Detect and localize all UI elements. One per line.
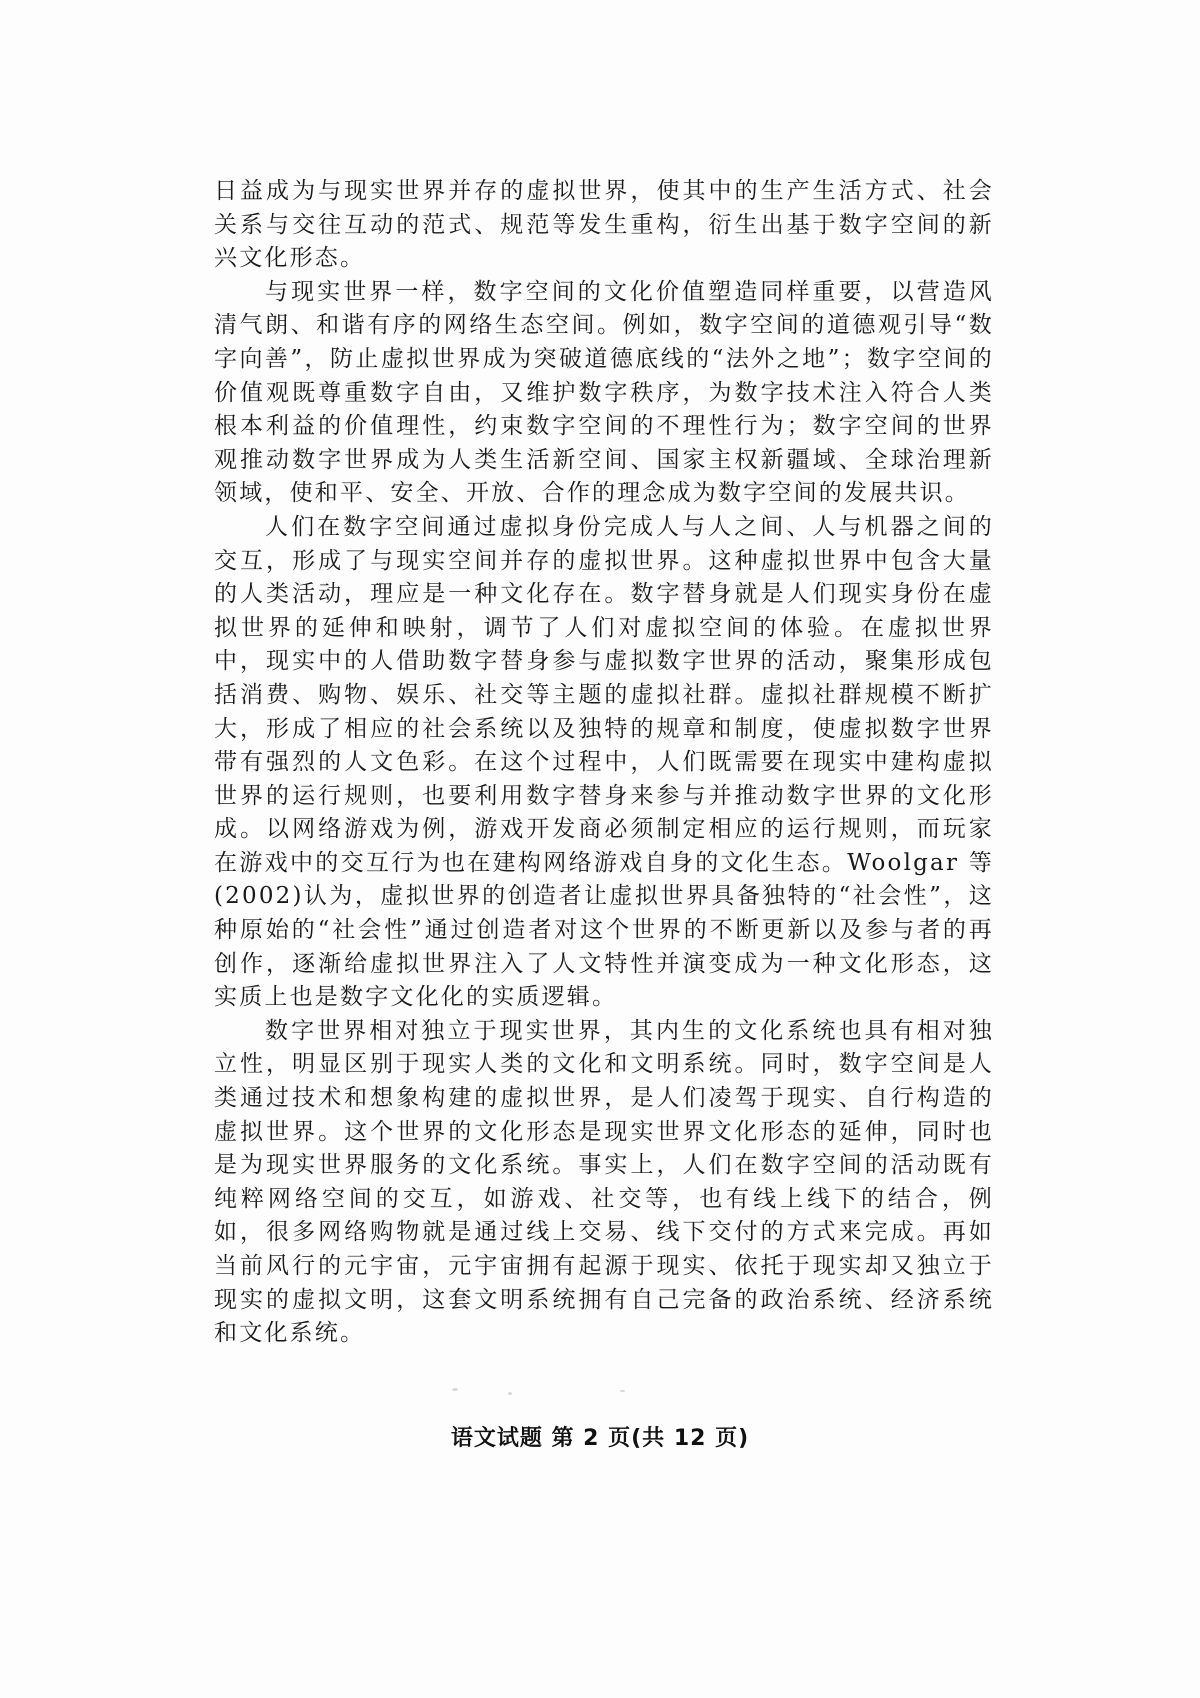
paragraph-continuation: 日益成为与现实世界并存的虚拟世界，使其中的生产生活方式、社会关系与交往互动的范式、规范等发生重构，衍生出基于数字空间的新兴文化形态。 bbox=[214, 178, 994, 272]
scan-speck bbox=[620, 1390, 625, 1392]
paragraph-cultural-value: 与现实世界一样，数字空间的文化价值塑造同样重要，以营造风清气朗、和谐有序的网络生态空间。例如，数字空间的道德观引导“数字向善”，防止虚拟世界成为突破道德底线的“法外之地”；数字空间的价值观既尊重数字自由，又维护数字秩序，为数字技术注入符合人类根本利益的价值理性，约束数字空间的不理性行为；数字空间的世界观推动数字世界成为人类生活新空间、国家主权新疆域、全球治理新领域，使和平、安全、开放、合作的理念成为数字空间的发展共识。 bbox=[214, 278, 994, 507]
scan-speck bbox=[452, 1388, 458, 1391]
page-footer: 语文试题 第 2 页(共 12 页) bbox=[450, 1426, 750, 1451]
article-body bbox=[214, 175, 994, 1351]
paragraph-digital-world: 数字世界相对独立于现实世界，其内生的文化系统也具有相对独立性，明显区别于现实人类的文化和文明系统。同时，数字空间是人类通过技术和想象构建的虚拟世界，是人们凌驾于现实、自行构造的虚拟世界。这个世界的文化形态是现实世界文化形态的延伸，同时也是为现实世界服务的文化系统。事实上，人们在数字空间的活动既有纯粹网络空间的交互，如游戏、社交等，也有线上线下的结合，例如，很多网络购物就是通过线上交易、线下交付的方式来完成。再如当前风行的元宇宙，元宇宙拥有起源于现实、依托于现实却又独立于现实的虚拟文明，这套文明系统拥有自己完备的政治系统、经济系统和文化系统。 bbox=[214, 1017, 994, 1347]
paragraph-virtual-identity: 人们在数字空间通过虚拟身份完成人与人之间、人与机器之间的交互，形成了与现实空间并存的虚拟世界。这种虚拟世界中包含大量的人类活动，理应是一种文化存在。数字替身就是人们现实身份在虚拟世界的延伸和映射，调节了人们对虚拟空间的体验。在虚拟世界中，现实中的人借助数字替身参与虚拟数字世界的活动，聚集形成包括消费、购物、娱乐、社交等主题的虚拟社群。虚拟社群规模不断扩大，形成了相应的社会系统以及独特的规章和制度，使虚拟数字世界带有强烈的人文色彩。在这个过程中，人们既需要在现实中建构虚拟世界的运行规则，也要利用数字替身来参与并推动数字世界的文化形成。以网络游戏为例，游戏开发商必须制定相应的运行规则，而玩家在游戏中的交互行为也在建构网络游戏自身的文化生态。Woolgar 等(2002)认为，虚拟世界的创造者让虚拟世界具备独特的“社会性”，这种原始的“社会性”通过创造者对这个世界的不断更新以及参与者的再创作，逐渐给虚拟世界注入了人文特性并演变成为一种文化形态，这实质上也是数字文化化的实质逻辑。 bbox=[214, 513, 994, 1011]
scan-speck bbox=[508, 1392, 512, 1395]
